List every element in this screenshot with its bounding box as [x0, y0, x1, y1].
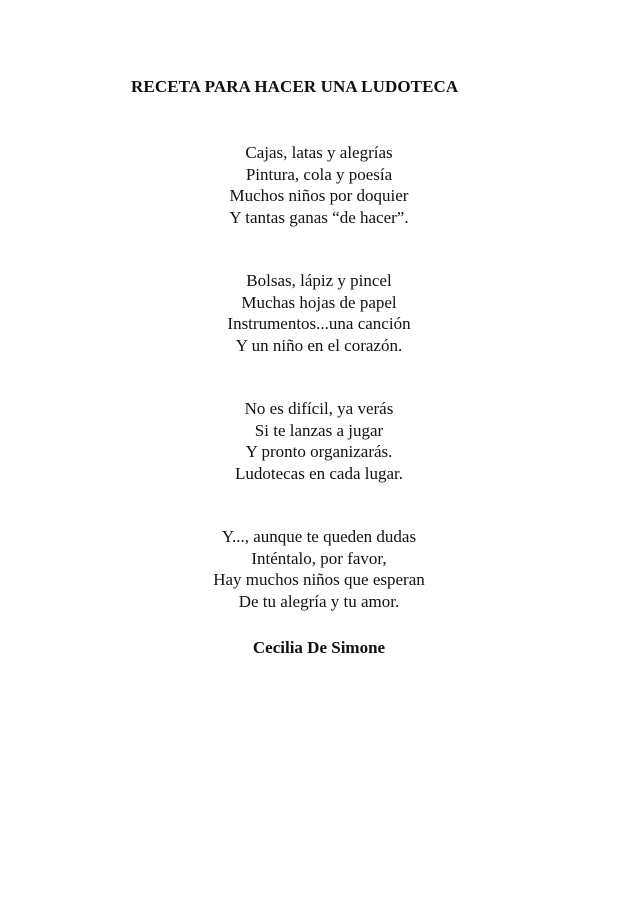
poem-line: Inténtalo, por favor,	[251, 548, 387, 568]
poem-line: Muchas hojas de papel	[241, 292, 397, 312]
poem-line: Si te lanzas a jugar	[254, 420, 384, 440]
poem-line: Y tantas ganas “de hacer”.	[229, 207, 409, 227]
poem-line: Muchos niños por doquier	[229, 186, 409, 206]
poem-line: Cajas, latas y alegrías	[245, 143, 393, 162]
poem-line: No es difícil, ya verás	[244, 399, 394, 418]
poem-line: Hay muchos niños que esperan	[213, 570, 425, 590]
stanza-3	[0, 398, 638, 484]
poem-title: RECETA PARA HACER UNA LUDOTECA	[131, 77, 459, 96]
poem-line: Bolsas, lápiz y pincel	[246, 271, 392, 290]
stanza-4	[0, 526, 638, 612]
stanza-1	[0, 142, 638, 228]
stanza-2	[0, 270, 638, 356]
poem-line: Y un niño en el corazón.	[235, 335, 403, 355]
poem-line: Pintura, cola y poesía	[245, 164, 393, 184]
poem-line: Y pronto organizarás.	[245, 442, 393, 462]
poem-author: Cecilia De Simone	[252, 638, 386, 657]
poem-line: Ludotecas en cada lugar.	[234, 463, 404, 483]
poem-line: Y..., aunque te queden dudas	[221, 527, 417, 546]
poem-line: De tu alegría y tu amor.	[238, 591, 400, 611]
poem-line: Instrumentos...una canción	[227, 314, 411, 334]
